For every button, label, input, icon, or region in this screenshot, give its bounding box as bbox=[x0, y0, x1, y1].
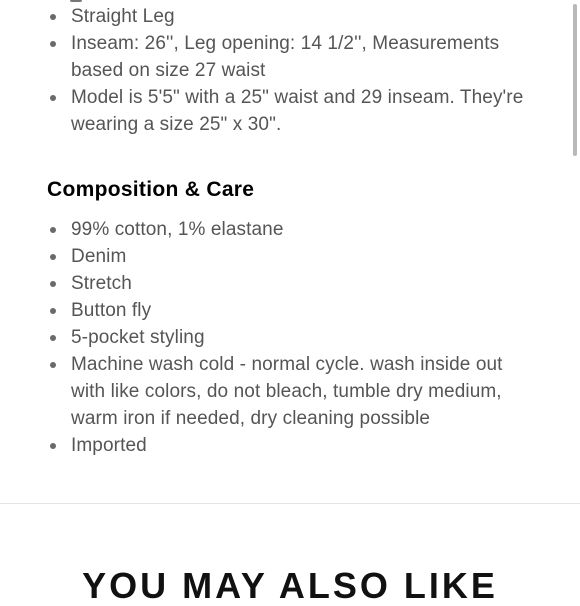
care-item-text: 99% cotton, 1% elastane bbox=[71, 219, 284, 240]
bullet-icon bbox=[50, 41, 56, 47]
care-item-text: Stretch bbox=[71, 273, 132, 294]
care-item-text: 5-pocket styling bbox=[71, 327, 205, 348]
fit-item-text: Inseam: 26'', Leg opening: 14 1/2'', Measurements based on size 27 waist bbox=[71, 33, 500, 81]
list-item bbox=[48, 324, 538, 351]
bullet-icon bbox=[50, 362, 56, 368]
bullet-icon bbox=[50, 443, 56, 449]
bullet-icon bbox=[50, 227, 56, 233]
composition-care-heading: Composition & Care bbox=[47, 178, 255, 201]
list-item bbox=[48, 270, 538, 297]
fit-details-list bbox=[48, 3, 538, 138]
care-item-text: Machine wash cold - normal cycle. wash inside out with like colors, do not bleach, tumble dry medium, warm iron if needed, dry cleaning possible bbox=[71, 354, 503, 429]
bullet-icon bbox=[50, 14, 56, 20]
list-item bbox=[48, 297, 538, 324]
care-item-text: Button fly bbox=[71, 300, 152, 321]
bullet-icon bbox=[50, 308, 56, 314]
bullet-icon bbox=[50, 335, 56, 341]
list-item bbox=[48, 216, 538, 243]
list-item bbox=[48, 84, 538, 138]
section-divider bbox=[0, 503, 580, 504]
fit-item-text: Straight Leg bbox=[71, 6, 175, 27]
list-item bbox=[48, 432, 538, 459]
bullet-icon bbox=[50, 281, 56, 287]
care-item-text: Denim bbox=[71, 246, 127, 267]
clipped-previous-bullet bbox=[70, 0, 82, 2]
you-may-also-like-heading: YOU MAY ALSO LIKE bbox=[82, 565, 498, 606]
fit-item-text: Model is 5'5" with a 25" waist and 29 inseam. They're wearing a size 25" x 30". bbox=[71, 87, 524, 135]
care-item-text: Imported bbox=[71, 435, 147, 456]
list-item bbox=[48, 3, 538, 30]
bullet-icon bbox=[50, 95, 56, 101]
list-item bbox=[48, 351, 538, 432]
composition-care-list bbox=[48, 216, 538, 459]
list-item bbox=[48, 30, 538, 84]
list-item bbox=[48, 243, 538, 270]
bullet-icon bbox=[50, 254, 56, 260]
scrollbar-thumb[interactable] bbox=[573, 4, 577, 156]
